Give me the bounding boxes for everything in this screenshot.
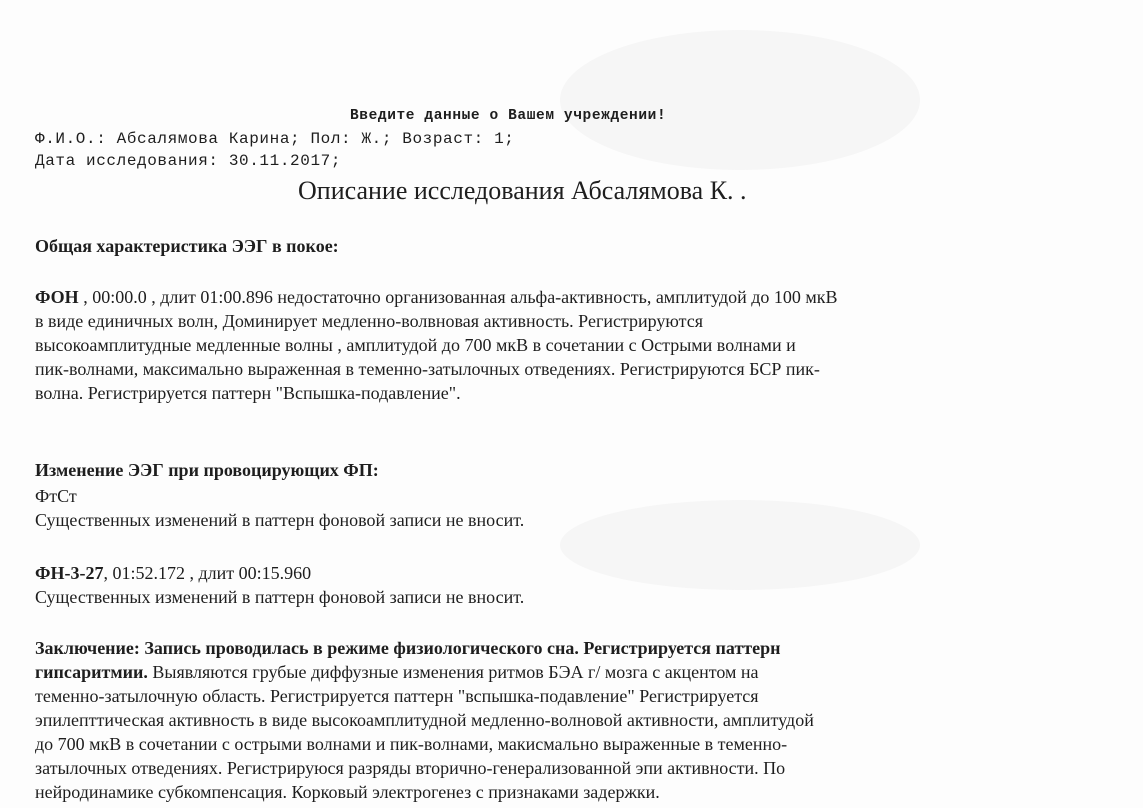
- paragraph-line: волна. Регистрируется паттерн "Вспышка-подавление".: [35, 383, 461, 403]
- background-heading: Общая характеристика ЭЭГ в покое:: [35, 236, 339, 256]
- fn-meta: , 01:52.172 , длит 00:15.960: [103, 563, 312, 583]
- fn-block: [35, 561, 524, 609]
- paragraph-line: пик-волнами, максимально выраженная в теменно-затылочных отведениях. Регистрируются БСР пик-: [35, 359, 820, 379]
- fotst-text: Существенных изменений в паттерн фоновой записи не вносит.: [35, 510, 525, 530]
- document-title: Описание исследования Абсалямова К. .: [298, 176, 747, 205]
- paragraph-line: высокоамплитудные медленные волны , амплитудой до 700 мкВ в сочетании с Острыми волнами и: [35, 335, 796, 355]
- paragraph-line: теменно-затылочную область. Регистрируется паттерн "вспышка-подавление" Регистрируется: [35, 686, 759, 706]
- fn-header: [35, 561, 524, 585]
- fon-label: ФОН: [35, 287, 79, 307]
- paragraph-line: нейродинамике субкомпенсация. Корковый электрогенез с признаками задержки.: [35, 782, 660, 802]
- paragraph-line: затылочных отведениях. Регистрируюся разряды вторично-генерализованной эпи активности. По: [35, 758, 786, 778]
- paragraph-line: ФОН , 00:00.0 , длит 01:00.896 недостаточно организованная альфа-активность, амплитудой до 100 мкВ: [35, 287, 838, 307]
- patient-info: Ф.И.О.: Абсалямова Карина; Пол: Ж.; Возраст: 1;: [35, 130, 515, 148]
- conclusion-lead: Заключение: Запись проводилась в режиме физиологического сна. Регистрируется паттерн: [35, 638, 781, 658]
- paragraph-line: гипсаритмии. Выявляются грубые диффузные изменения ритмов БЭА г/ мозга с акцентом на: [35, 662, 759, 682]
- fn-text: Существенных изменений в паттерн фоновой записи не вносит.: [35, 587, 525, 607]
- paragraph-line: в виде единичных волн, Доминирует медленно-волвновая активность. Регистрируются: [35, 311, 703, 331]
- study-date: Дата исследования: 30.11.2017;: [35, 152, 342, 170]
- scan-noise: [560, 30, 920, 170]
- institution-prompt: Введите данные о Вашем учреждении!: [350, 108, 667, 124]
- paragraph-line: до 700 мкВ в сочетании с острыми волнами и пик-волнами, макисмально выраженные в теменно-: [35, 734, 788, 754]
- fn-label: ФН-3-27: [35, 563, 104, 583]
- provocation-heading: Изменение ЭЭГ при провоцирующих ФП:: [35, 460, 379, 480]
- paragraph-line: эпилепттическая активность в виде высокоамплитудной медленно-волновой активности, амплитудой: [35, 710, 814, 730]
- conclusion-paragraph: [35, 636, 814, 804]
- background-paragraph: [35, 285, 838, 405]
- fotst-label: ФтСт: [35, 486, 77, 506]
- scan-noise: [560, 500, 920, 590]
- fotst-block: [35, 484, 524, 532]
